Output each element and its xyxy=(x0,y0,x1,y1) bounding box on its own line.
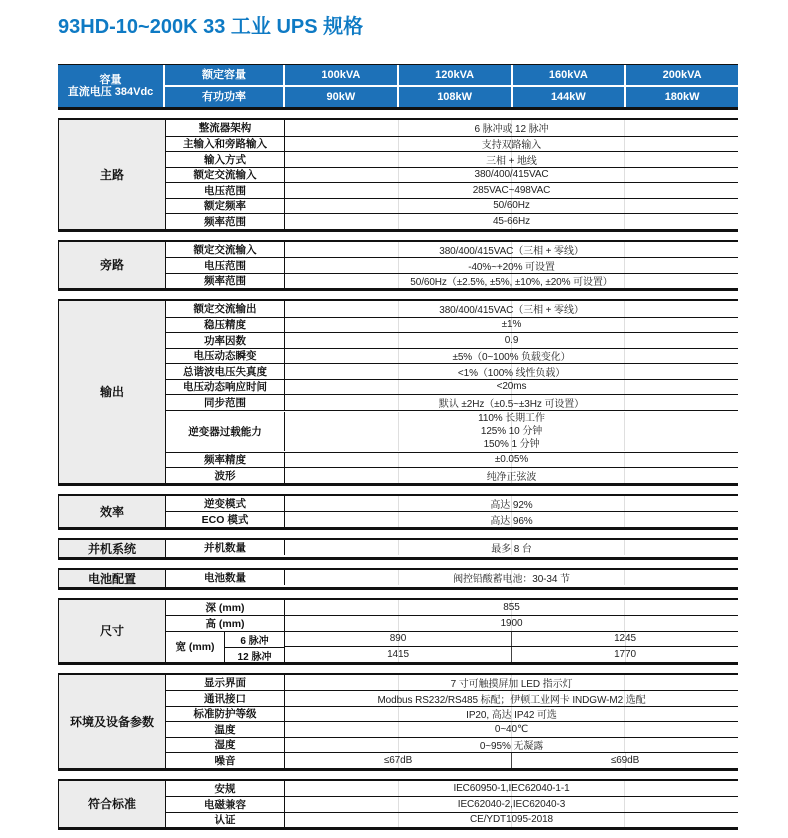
spec-row xyxy=(166,198,738,214)
spec-value: 50/60Hz xyxy=(285,199,738,214)
section-rows xyxy=(166,781,738,828)
spec-value: -40%~+20% 可设置 xyxy=(285,258,738,273)
spec-row xyxy=(166,317,738,333)
spec-value: 高达 96% xyxy=(285,512,738,527)
spec-row xyxy=(166,737,738,753)
spec-row xyxy=(166,721,738,737)
page-title: 93HD-10~200K 33 工业 UPS 规格 xyxy=(58,16,364,38)
spec-row xyxy=(166,690,738,706)
spec-row xyxy=(166,615,738,631)
section-rows xyxy=(166,120,738,229)
spec-row xyxy=(166,136,738,152)
spec-param-label: 电池数量 xyxy=(166,570,285,586)
spec-row xyxy=(166,379,738,395)
spec-row xyxy=(166,570,738,586)
header-rating-value: 180kW xyxy=(626,87,738,107)
header-rating-value: 90kW xyxy=(285,87,397,107)
spec-param-label: 功率因数 xyxy=(166,333,285,348)
spec-param-label: 湿度 xyxy=(166,738,285,753)
section-category-label: 旁路 xyxy=(59,242,166,289)
spec-param-label: 逆变模式 xyxy=(166,496,285,512)
section-rows xyxy=(166,242,738,289)
spec-param-label: 额定频率 xyxy=(166,199,285,214)
spec-values xyxy=(285,632,738,662)
spec-row xyxy=(166,631,738,662)
spec-value: 三相 + 地线 xyxy=(285,152,738,167)
spec-row xyxy=(166,706,738,722)
spec-row xyxy=(166,452,738,468)
spec-row xyxy=(166,167,738,183)
spec-row xyxy=(166,540,738,556)
spec-param-label: 高 (mm) xyxy=(166,616,285,631)
spec-value: 380/400/415VAC xyxy=(285,168,738,183)
section-0 xyxy=(58,118,738,232)
spec-row xyxy=(166,511,738,527)
spec-value: 6 脉冲或 12 脉冲 xyxy=(285,120,738,136)
spec-param-label: 逆变器过载能力 xyxy=(166,412,285,451)
spec-sheet xyxy=(58,64,738,830)
section-rows xyxy=(166,496,738,527)
spec-param-label: 额定交流输入 xyxy=(166,242,285,258)
header-row-label: 额定容量 xyxy=(165,65,283,85)
spec-param-label: 频率精度 xyxy=(166,453,285,468)
spec-value: 1900 xyxy=(285,616,738,631)
spec-row xyxy=(166,410,738,452)
spec-value: 7 寸可触摸屏加 LED 指示灯 xyxy=(285,675,738,691)
spec-param-label: 额定交流输入 xyxy=(166,168,285,183)
pulse-sublabel: 6 脉冲 xyxy=(240,635,269,647)
spec-param-label: 电压动态瞬变 xyxy=(166,349,285,364)
spec-row xyxy=(166,332,738,348)
spec-value: ±5%（0~100% 负载变化） xyxy=(285,349,738,364)
section-rows xyxy=(166,301,738,483)
spec-value: 最多 8 台 xyxy=(285,540,738,556)
spec-row xyxy=(166,496,738,512)
spec-param-label: 深 (mm) xyxy=(166,600,285,616)
spec-param-label: 整流器架构 xyxy=(166,120,285,136)
spec-value: 380/400/415VAC（三相 + 零线） xyxy=(285,301,738,317)
spec-value: 支持双路输入 xyxy=(285,137,738,152)
spec-value-row xyxy=(285,646,738,662)
spec-row xyxy=(166,796,738,812)
spec-param-label: 电压范围 xyxy=(166,258,285,273)
spec-value: 1245 xyxy=(511,632,738,647)
spec-param-label: 安规 xyxy=(166,781,285,797)
section-category-label: 效率 xyxy=(59,496,166,527)
spec-param-label: ECO 模式 xyxy=(166,512,285,527)
spec-param-label: 频率范围 xyxy=(166,274,285,289)
header-row-label: 有功功率 xyxy=(165,87,283,107)
spec-row xyxy=(166,812,738,828)
spec-value: 纯净正弦波 xyxy=(285,468,738,483)
spec-value: <20ms xyxy=(285,380,738,395)
section-category-label: 尺寸 xyxy=(59,600,166,662)
spec-row xyxy=(166,752,738,768)
spec-value: ≤69dB xyxy=(511,753,738,768)
spec-param-label: 电压动态响应时间 xyxy=(166,380,285,395)
header-rating-value: 108kW xyxy=(399,87,511,107)
capacity-header-category xyxy=(58,65,163,107)
spec-param-label: 波形 xyxy=(166,468,285,483)
spec-row xyxy=(166,781,738,797)
spec-row xyxy=(166,151,738,167)
spec-value: IEC60950-1,IEC62040-1-1 xyxy=(285,781,738,797)
spec-value: IEC62040-2,IEC62040-3 xyxy=(285,797,738,812)
header-rating-value: 100kVA xyxy=(285,65,397,85)
section-5 xyxy=(58,568,738,590)
section-category-label: 输出 xyxy=(59,301,166,483)
spec-value-line: 125% 10 分钟 xyxy=(480,425,543,437)
spec-row xyxy=(166,120,738,136)
spec-param-label: 频率范围 xyxy=(166,214,285,229)
spec-value: 1415 xyxy=(285,647,511,662)
header-rating-value: 120kVA xyxy=(399,65,511,85)
spec-row xyxy=(166,394,738,410)
capacity-label: 容量 xyxy=(99,74,122,86)
spec-row xyxy=(166,348,738,364)
spec-param-label: 同步范围 xyxy=(166,395,285,410)
spec-value: 高达 92% xyxy=(285,496,738,512)
section-rows xyxy=(166,600,738,662)
spec-value: 默认 ±2Hz（±0.5~±3Hz 可设置） xyxy=(285,395,738,410)
spec-value: 890 xyxy=(285,632,511,647)
spec-row xyxy=(166,467,738,483)
spec-value-row xyxy=(285,632,738,647)
section-category-label: 主路 xyxy=(59,120,166,229)
spec-row xyxy=(166,257,738,273)
section-3 xyxy=(58,494,738,530)
header-rating-value: 200kVA xyxy=(626,65,738,85)
spec-row xyxy=(166,301,738,317)
spec-sections xyxy=(58,118,738,830)
spec-value: 1770 xyxy=(511,647,738,662)
spec-param-label: 并机数量 xyxy=(166,540,285,556)
spec-value: Modbus RS232/RS485 标配；伊顿工业网卡 INDGW-M2 选配 xyxy=(285,691,738,706)
section-category-label: 并机系统 xyxy=(59,540,166,557)
spec-row xyxy=(166,242,738,258)
spec-row xyxy=(166,363,738,379)
spec-param-label: 显示界面 xyxy=(166,675,285,691)
section-4 xyxy=(58,538,738,560)
spec-value: 0.9 xyxy=(285,333,738,348)
spec-value: 0~95% 无凝露 xyxy=(285,738,738,753)
spec-param-label: 温度 xyxy=(166,722,285,737)
spec-param-label: 主输入和旁路输入 xyxy=(166,137,285,152)
spec-value: 380/400/415VAC（三相 + 零线） xyxy=(285,242,738,258)
spec-value-multiline xyxy=(285,412,738,451)
section-6 xyxy=(58,598,738,665)
header-rating-value: 160kVA xyxy=(513,65,625,85)
header-rating-value: 144kW xyxy=(513,87,625,107)
pulse-sublabels xyxy=(225,632,285,662)
section-category-label: 符合标准 xyxy=(59,781,166,828)
spec-value: IP20, 高达 IP42 可选 xyxy=(285,707,738,722)
spec-row xyxy=(166,600,738,616)
section-7 xyxy=(58,673,738,771)
pulse-sublabel: 12 脉冲 xyxy=(225,647,284,663)
section-8 xyxy=(58,779,738,831)
spec-param-label: 总谐波电压失真度 xyxy=(166,364,285,379)
spec-value: 50/60Hz（±2.5%, ±5%, ±10%, ±20% 可设置） xyxy=(285,274,738,289)
section-1 xyxy=(58,240,738,292)
spec-param-label: 通讯接口 xyxy=(166,691,285,706)
section-category-label: 电池配置 xyxy=(59,570,166,587)
spec-row xyxy=(166,182,738,198)
spec-row xyxy=(166,273,738,289)
spec-param-label: 电压范围 xyxy=(166,183,285,198)
spec-value: <1%（100% 线性负载） xyxy=(285,364,738,379)
spec-param-label: 标准防护等级 xyxy=(166,707,285,722)
spec-value: 阀控铅酸蓄电池：30-34 节 xyxy=(285,570,738,586)
section-2 xyxy=(58,299,738,486)
spec-value: ±1% xyxy=(285,318,738,333)
spec-param-label: 噪音 xyxy=(166,753,285,768)
spec-value: ±0.05% xyxy=(285,453,738,468)
spec-value: 45-66Hz xyxy=(285,214,738,229)
spec-param-label: 额定交流输出 xyxy=(166,301,285,317)
dc-voltage-label: 直流电压 384Vdc xyxy=(67,86,154,98)
spec-value-line: 110% 长期工作 xyxy=(478,412,545,424)
spec-param-label: 稳压精度 xyxy=(166,318,285,333)
spec-param-label: 输入方式 xyxy=(166,152,285,167)
capacity-header-table xyxy=(58,64,738,110)
spec-value: 0~40℃ xyxy=(285,722,738,737)
section-category-label: 环境及设备参数 xyxy=(59,675,166,768)
section-rows xyxy=(166,570,738,587)
spec-value: 285VAC~498VAC xyxy=(285,183,738,198)
spec-param-label: 认证 xyxy=(166,813,285,828)
section-rows xyxy=(166,675,738,768)
spec-value: ≤67dB xyxy=(285,753,511,768)
spec-param-label: 电磁兼容 xyxy=(166,797,285,812)
spec-row xyxy=(166,213,738,229)
spec-param-label: 宽 (mm) xyxy=(166,632,225,662)
spec-value-line: 150% 1 分钟 xyxy=(483,438,540,450)
spec-value: CE/YDT1095-2018 xyxy=(285,813,738,828)
spec-row xyxy=(166,675,738,691)
spec-value: 855 xyxy=(285,600,738,616)
section-rows xyxy=(166,540,738,557)
